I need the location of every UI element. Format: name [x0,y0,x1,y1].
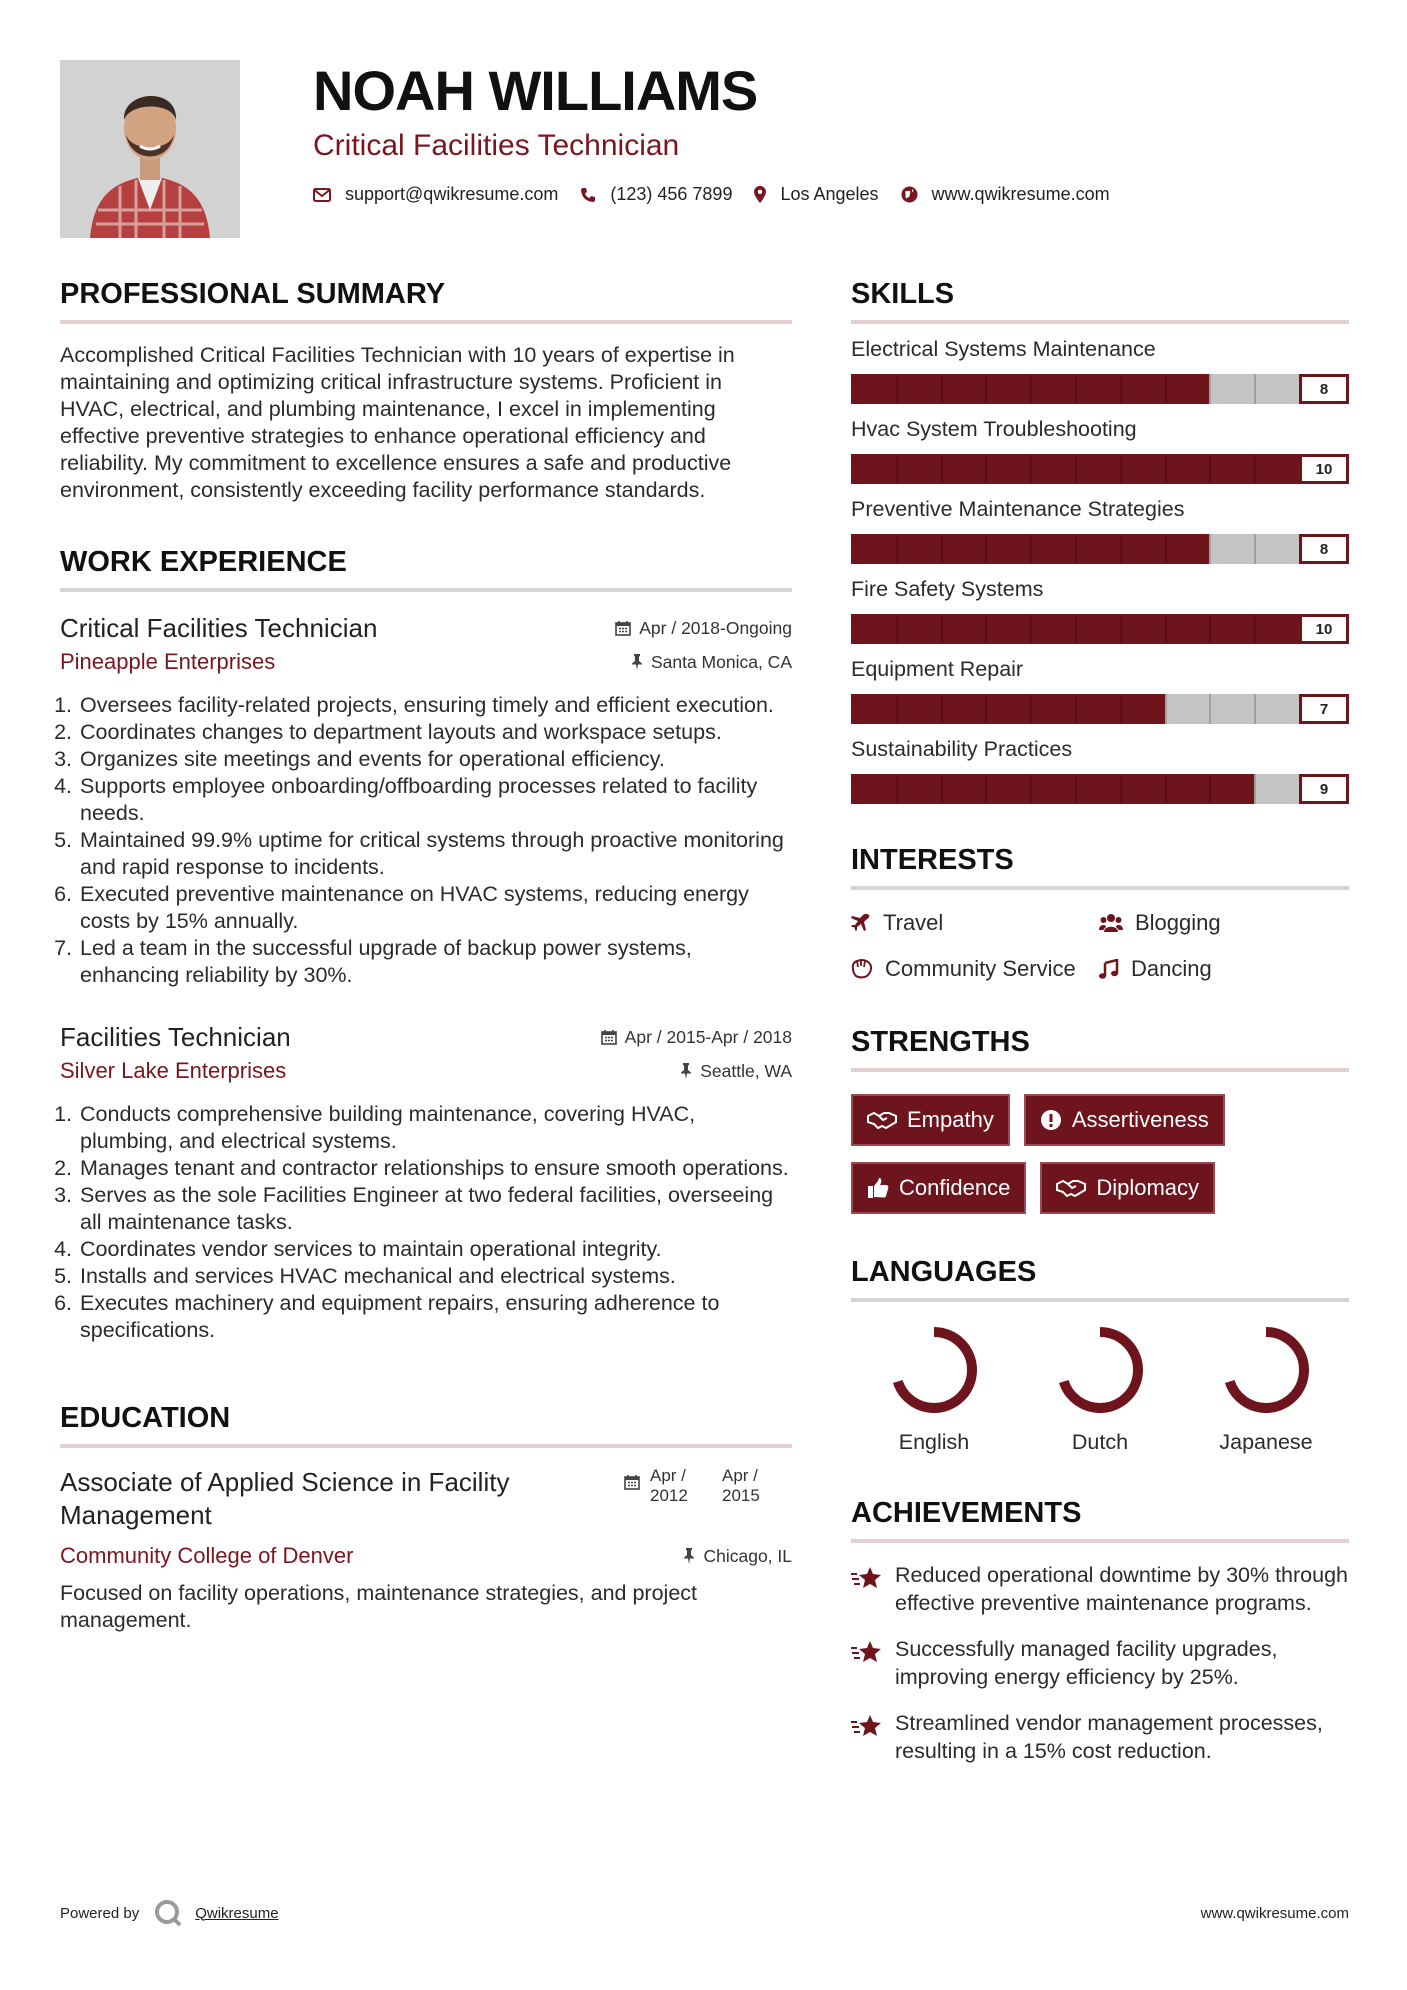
calendar-icon [624,1474,640,1490]
section-divider [60,588,792,592]
skill-name: Hvac System Troubleshooting [851,417,1137,441]
skill-bar-segment [1209,694,1211,724]
skill-bar-segment [1030,454,1032,484]
languages-section [851,1248,1349,1455]
achievements-heading: ACHIEVEMENTS [851,1497,1082,1529]
school-name: Community College of Denver [60,1543,354,1568]
skill-bar [851,694,1349,724]
skills-list [851,334,1349,804]
job-company: Silver Lake Enterprises [60,1058,287,1083]
skill-name: Sustainability Practices [851,737,1073,761]
interest-label: Community Service [885,956,1076,981]
skill-bar-segment [896,694,898,724]
skill-bar-segment [1165,694,1167,724]
interest-label: Dancing [1131,956,1212,981]
language-label: Dutch [1071,1430,1129,1454]
list-item: 3. Organizes site meetings and events for operational efficiency. [78,746,792,773]
skill-level-badge: 10 [1299,454,1349,484]
skill-bar-segment [1209,534,1211,564]
skill-bar-fill [851,774,1254,804]
skill-bar [851,534,1349,564]
shooting-star-icon [851,1713,883,1739]
job-location [631,652,792,673]
contact-phone[interactable] [580,184,732,205]
skill-bar-segment [1120,694,1122,724]
strength-label: Assertiveness [1071,1107,1209,1132]
contact-email[interactable] [313,184,558,205]
language-item [1017,1324,1183,1455]
job-entry [60,610,792,989]
list-item: 5. Installs and services HVAC mechanical and electrical systems. [78,1263,792,1290]
skill-bar-segment [896,534,898,564]
map-pin-icon [754,186,766,203]
interest-item [1099,910,1349,936]
skill-bar-segment [1209,374,1211,404]
skill-bar-segment [941,614,943,644]
education-dates [624,1466,792,1506]
strength-label: Diplomacy [1096,1175,1200,1200]
achievement-text: Streamlined vendor management processes, resulting in a 15% cost reduction. [895,1711,1323,1763]
skill-bar-segment [1030,614,1032,644]
section-divider [851,1068,1349,1072]
list-item: 2. Manages tenant and contractor relationships to ensure smooth operations. [78,1155,792,1182]
education-end: Apr / 2015 [722,1466,760,1505]
language-label: English [898,1430,970,1454]
skill-bar-segment [1254,774,1256,804]
job-title: Facilities Technician [60,1022,291,1052]
profile-photo [60,60,240,238]
strength-label: Empathy [907,1107,994,1132]
skill-bar-segment [896,614,898,644]
skill-bar-segment [1209,614,1211,644]
skill-level-badge: 10 [1299,614,1349,644]
achievement-text: Reduced operational downtime by 30% through effective preventive maintenance programs. [895,1563,1348,1615]
interests-heading: INTERESTS [851,844,1014,876]
experience-section [60,538,792,1344]
list-item: 7. Led a team in the successful upgrade of backup power systems, enhancing reliability by 30%. [78,935,792,989]
language-ring [1054,1324,1146,1416]
achievements-section [851,1489,1349,1765]
skill-name: Preventive Maintenance Strategies [851,497,1185,521]
section-divider [851,320,1349,324]
skill-bar-segment [1120,774,1122,804]
job-location [680,1061,792,1082]
shooting-star-icon [851,1565,883,1591]
skill-bar-segment [896,374,898,404]
languages-heading: LANGUAGES [851,1256,1037,1288]
interests-section [851,836,1349,982]
shooting-star-icon [851,1639,883,1665]
summary-section [60,270,792,504]
job-dates-text: Apr / 2015-Apr / 2018 [624,1026,792,1047]
skill-bar-segment [896,454,898,484]
thumbs-up-icon [867,1177,889,1199]
strengths-section [851,1018,1349,1214]
skill-bar-segment [985,774,987,804]
job-entry [60,1019,792,1344]
list-item: 2. Coordinates changes to department layouts and workspace setups. [78,719,792,746]
skill-level-badge: 8 [1299,534,1349,564]
interest-label: Blogging [1135,910,1221,935]
skill-bar-segment [1120,534,1122,564]
summary-text: Accomplished Critical Facilities Technician with 10 years of expertise in maintaining and optimizing critical infrastructure systems. Proficient in HVAC, electrical, and plumbing maintenance, I excel in implementing effective preventive strategies to enhance operational efficiency and reliability. My commitment to excellence ensures a safe and productive environment, consistently exceeding facility performance standards. [60,343,735,502]
education-start: Apr / 2012 [650,1466,688,1505]
language-item [1183,1324,1349,1455]
skill-bar-segment [896,774,898,804]
globe-icon [901,186,918,203]
skill-bar-segment [1165,374,1167,404]
qwikresume-logo-icon [153,1898,183,1928]
list-item: 6. Executed preventive maintenance on HVAC systems, reducing energy costs by 15% annually. [78,881,792,935]
skill-level-badge: 9 [1299,774,1349,804]
resume-header [313,56,1353,205]
contact-location [754,184,878,205]
job-dates-text: Apr / 2018-Ongoing [639,617,792,638]
website-text: www.qwikresume.com [931,184,1110,204]
handshake-icon [867,1110,897,1130]
skill-bar-segment [1075,374,1077,404]
skill-bar-segment [1254,694,1256,724]
people-icon [1099,913,1123,933]
skill-bar-segment [1030,534,1032,564]
calendar-icon [601,1029,617,1045]
section-divider [60,1444,792,1448]
skill-bar-segment [985,614,987,644]
skills-heading: SKILLS [851,278,955,310]
language-label: Japanese [1219,1430,1313,1454]
skill-bar [851,454,1349,484]
skill-bar-segment [985,454,987,484]
section-divider [851,886,1349,890]
list-item: 5. Maintained 99.9% uptime for critical systems through proactive monitoring and rapid response to incidents. [78,827,792,881]
plane-icon [851,913,871,933]
contact-website[interactable] [901,184,1110,205]
skill-level-badge: 8 [1299,374,1349,404]
skill-name: Fire Safety Systems [851,577,1044,601]
languages-list [851,1324,1349,1455]
interest-label: Travel [883,910,944,935]
job-location-text: Santa Monica, CA [650,651,792,672]
skill-bar-segment [1075,454,1077,484]
footer-powered-by [60,1898,279,1928]
interest-item [851,956,1099,982]
skill-level-badge: 7 [1299,694,1349,724]
skill-bar-segment [941,454,943,484]
skill-bar-fill [851,694,1165,724]
section-divider [60,320,792,324]
skill-bar-segment [1165,614,1167,644]
skill-bar-segment [941,774,943,804]
interest-item [851,910,1099,936]
strength-badge [1040,1162,1215,1214]
education-heading: EDUCATION [60,1402,231,1434]
strengths-heading: STRENGTHS [851,1026,1030,1058]
skill-bar-segment [1165,454,1167,484]
skill-bar-segment [1209,774,1211,804]
candidate-name: NOAH WILLIAMS [313,59,758,122]
strength-badge [851,1162,1026,1214]
contact-bar [313,184,1353,205]
skill-bar-segment [941,694,943,724]
skill-bar-segment [1165,774,1167,804]
skill-bar-segment [1030,774,1032,804]
job-dates [601,1027,792,1048]
skill-bar-segment [1075,534,1077,564]
qwikresume-link[interactable]: Qwikresume [195,1904,279,1922]
left-column [60,270,792,1634]
experience-heading: WORK EXPERIENCE [60,546,347,578]
hand-icon [851,959,873,979]
list-item: 1. Conducts comprehensive building maintenance, covering HVAC, plumbing, and electrical systems. [78,1101,792,1155]
list-item: 1. Oversees facility-related projects, ensuring timely and efficient execution. [78,692,792,719]
pushpin-icon [680,1063,692,1079]
location-text: Los Angeles [780,184,879,204]
achievement-item [851,1709,1349,1765]
skill-bar-segment [1254,374,1256,404]
skill-bar-segment [941,534,943,564]
skill-name: Electrical Systems Maintenance [851,337,1156,361]
skill-bar-segment [1030,694,1032,724]
skill-bar-segment [1120,374,1122,404]
skill-bar-segment [941,374,943,404]
skills-section [851,270,1349,804]
phone-icon [580,187,596,203]
skill-bar-segment [1030,374,1032,404]
strengths-list [851,1094,1349,1214]
phone-text: (123) 456 7899 [610,184,733,204]
strength-label: Confidence [899,1175,1011,1200]
calendar-icon [615,620,631,636]
interest-item [1099,956,1349,982]
summary-heading: PROFESSIONAL SUMMARY [60,278,446,310]
skill-bar-segment [1165,534,1167,564]
achievements-list [851,1561,1349,1765]
alert-icon [1040,1109,1062,1131]
skill-bar-segment [1254,454,1256,484]
language-item [851,1324,1017,1455]
person-photo-icon [60,60,240,238]
achievement-text: Successfully managed facility upgrades, improving energy efficiency by 25%. [895,1637,1278,1689]
skill-bar-segment [1075,694,1077,724]
skill-name: Equipment Repair [851,657,1024,681]
degree-title: Associate of Applied Science in Facility Management [60,1467,510,1530]
skill-bar-segment [1120,454,1122,484]
skill-bar-segment [985,534,987,564]
education-section [60,1394,792,1634]
strength-badge [1024,1094,1225,1146]
skill-bar [851,614,1349,644]
education-location-text: Chicago, IL [703,1545,792,1566]
skill-bar-segment [985,694,987,724]
job-dates [615,618,792,639]
education-description: Focused on facility operations, maintenance strategies, and project management. [60,1581,698,1632]
job-duties-list [60,692,792,989]
skill-bar-segment [1075,774,1077,804]
powered-by-label: Powered by [60,1904,140,1922]
list-item: 4. Supports employee onboarding/offboarding processes related to facility needs. [78,773,792,827]
strength-badge [851,1094,1010,1146]
skill-bar-segment [1254,614,1256,644]
skill-bar-segment [1254,534,1256,564]
job-location-text: Seattle, WA [700,1060,792,1081]
language-ring [1220,1324,1312,1416]
pushpin-icon [631,654,643,670]
skill-bar-segment [1075,614,1077,644]
section-divider [851,1539,1349,1543]
language-ring [888,1324,980,1416]
pushpin-icon [683,1548,695,1564]
interests-list [851,910,1349,982]
skill-bar-segment [1209,454,1211,484]
section-divider [851,1298,1349,1302]
list-item: 3. Serves as the sole Facilities Engineer at two federal facilities, overseeing all maintenance tasks. [78,1182,792,1236]
email-text: support@qwikresume.com [345,184,559,204]
list-item: 6. Executes machinery and equipment repairs, ensuring adherence to specifications. [78,1290,792,1344]
achievement-item [851,1635,1349,1691]
job-duties-list [60,1101,792,1344]
education-location [683,1546,792,1567]
right-column [851,270,1349,1765]
job-company: Pineapple Enterprises [60,649,276,674]
achievement-item [851,1561,1349,1617]
job-title: Critical Facilities Technician [60,613,378,643]
footer-website[interactable]: www.qwikresume.com [1200,1905,1349,1922]
candidate-role: Critical Facilities Technician [313,129,680,162]
skill-bar-segment [985,374,987,404]
skill-bar [851,374,1349,404]
skill-bar-segment [1120,614,1122,644]
list-item: 4. Coordinates vendor services to maintain operational integrity. [78,1236,792,1263]
skill-bar [851,774,1349,804]
music-icon [1099,959,1119,979]
handshake-icon [1056,1178,1086,1198]
envelope-icon [313,188,331,202]
